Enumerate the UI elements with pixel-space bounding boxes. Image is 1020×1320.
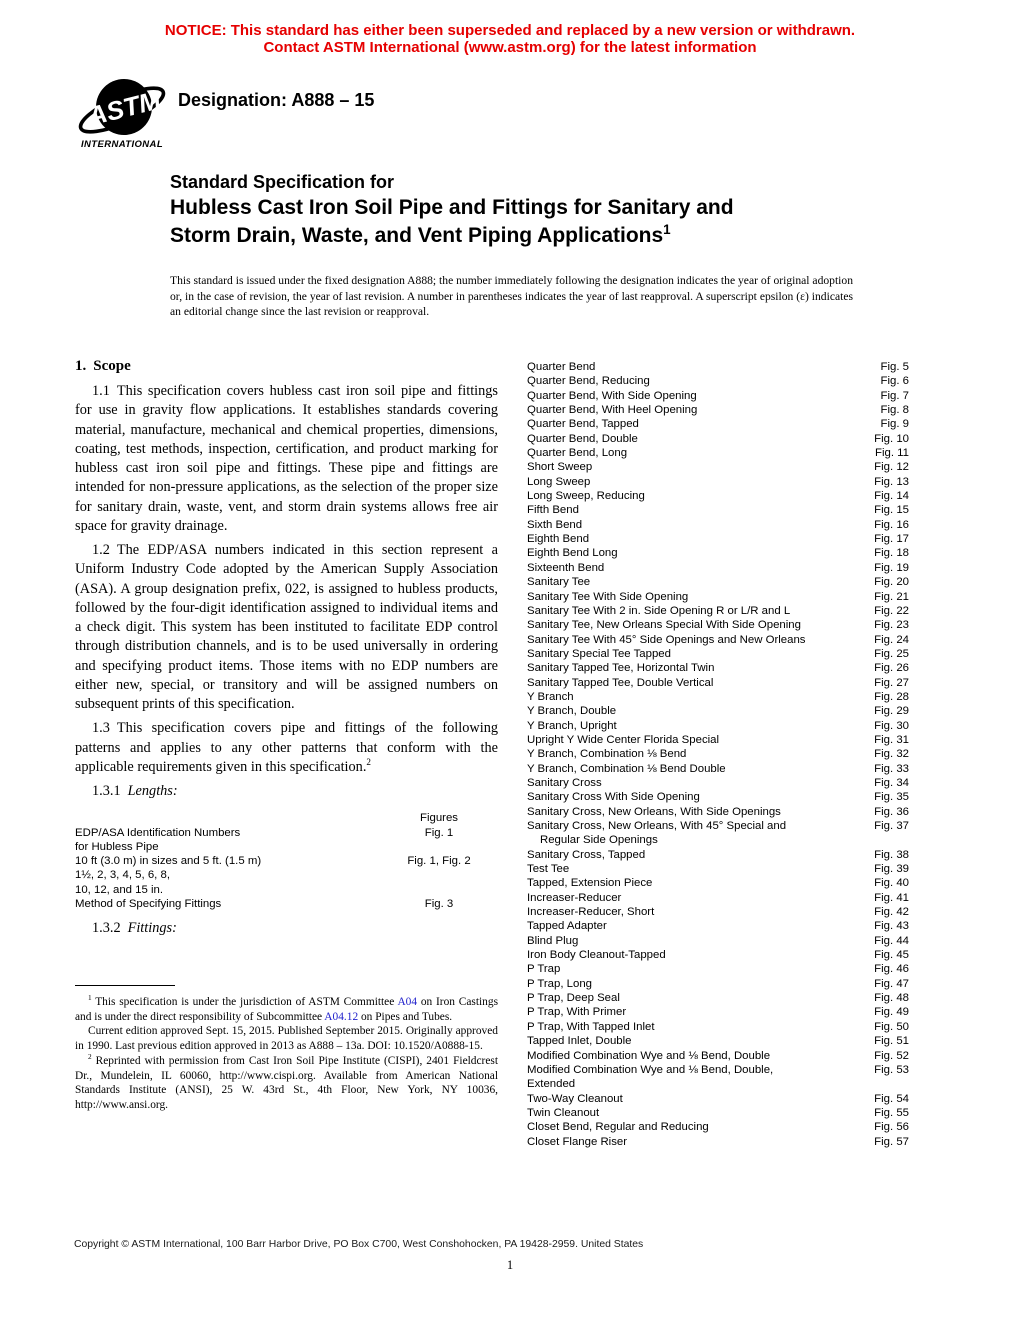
figure-list-item — [527, 876, 909, 890]
figure-list-item — [527, 962, 909, 976]
page-number: 1 — [506, 1258, 514, 1272]
title-line2: Hubless Cast Iron Soil Pipe and Fittings for Sanitary and — [170, 196, 734, 219]
figure-item-label: Twin Cleanout — [527, 1106, 600, 1119]
figure-item-number: Fig. 48 — [874, 992, 909, 1005]
figure-item-label: Quarter Bend, Double — [527, 432, 638, 445]
left-column — [75, 358, 498, 941]
scope-heading: 1. Scope — [75, 358, 131, 374]
figure-item-number: Fig. 32 — [874, 748, 909, 761]
figure-item-label: Sanitary Tee With 2 in. Side Opening R or L/R and L — [527, 604, 791, 617]
figure-item-label: Regular Side Openings — [540, 834, 658, 847]
figures-list — [527, 360, 909, 1149]
figure-item-label: Long Sweep — [527, 475, 591, 488]
figure-list-item — [527, 1020, 909, 1034]
notice-line1: NOTICE: This standard has either been superseded and replaced by a new version or withdrawn. — [164, 22, 856, 39]
figure-item-label: P Trap, Deep Seal — [527, 992, 620, 1005]
figure-list-item-continuation — [527, 833, 909, 847]
heading-1-3-2: 1.3.2 Fittings: — [92, 920, 177, 937]
figure-list-item — [527, 604, 909, 618]
figure-list-item — [527, 417, 909, 431]
figure-item-label: Two-Way Cleanout — [527, 1092, 623, 1105]
figure-item-label: Quarter Bend, With Side Opening — [527, 389, 697, 402]
figure-list-item — [527, 776, 909, 790]
lengths-row-figure: Fig. 3 — [424, 898, 454, 911]
figure-item-number: Fig. 39 — [874, 863, 909, 876]
figure-item-number: Fig. 26 — [874, 662, 909, 675]
figure-item-label: P Trap, Long — [527, 977, 593, 990]
figure-list-item — [527, 977, 909, 991]
astm-globe-icon — [74, 76, 170, 142]
figure-item-label: Y Branch, Double — [527, 705, 617, 718]
figure-list-item — [527, 934, 909, 948]
figure-item-number: Fig. 30 — [874, 719, 909, 732]
figure-item-label: Tapped Inlet, Double — [527, 1035, 632, 1048]
figure-list-item — [527, 1135, 909, 1149]
figure-item-label: Tapped, Extension Piece — [527, 877, 653, 890]
figure-list-item — [527, 1106, 909, 1120]
figure-list-item — [527, 374, 909, 388]
figure-item-number: Fig. 57 — [874, 1135, 909, 1148]
figure-list-item — [527, 403, 909, 417]
figure-item-label: Sanitary Tee — [527, 576, 591, 589]
figure-item-label: P Trap, With Primer — [527, 1006, 627, 1019]
figure-item-number: Fig. 49 — [874, 1006, 909, 1019]
lengths-table-row — [75, 826, 498, 855]
notice-line2: Contact ASTM International (www.astm.org) for the latest information — [263, 39, 757, 56]
figure-list-item — [527, 389, 909, 403]
figure-item-number: Fig. 35 — [874, 791, 909, 804]
issued-statement: This standard is issued under the fixed designation A888; the number immediately following the designation indicates the year of original adoption or, in the case of revision, the year of last revision. A number in parentheses indicates the year of last reapproval. A superscript epsilon (ε) indicates an editorial change since the last revision or reapproval. — [170, 274, 853, 319]
footnote-1: $^1$ This specification is under the jurisdiction of ASTM Committee A04 on Iron Castings and is under the direct responsibility of Subcommittee A04.12 on Pipes and Tubes. — [75, 994, 499, 1023]
figure-item-label: Sanitary Cross With Side Opening — [527, 791, 700, 804]
lengths-row-figure: Fig. 1, Fig. 2 — [407, 855, 471, 868]
lengths-table-row — [75, 897, 498, 911]
figure-list-item — [527, 546, 909, 560]
figure-item-number: Fig. 44 — [874, 934, 909, 947]
figure-list-item — [527, 518, 909, 532]
figure-item-number: Fig. 52 — [874, 1049, 909, 1062]
figure-item-number: Fig. 20 — [874, 576, 909, 589]
figure-list-item — [527, 432, 909, 446]
figure-item-label: Sanitary Tee With 45° Side Openings and New Orleans — [527, 633, 806, 646]
figure-item-label: Tapped Adapter — [527, 920, 607, 933]
figure-list-item — [527, 532, 909, 546]
figure-item-number: Fig. 17 — [874, 533, 909, 546]
footnote-2: $^2$ Reprinted with permission from Cast Iron Soil Pipe Institute (CISPI), 2401 Fieldcrest Dr., Mundelein, IL 60060, http://www.cispi.org. Available from American National Standards Institute (ANSI), 25 W. 43rd St., 4th Floor, New York, NY 10036, http://www.ansi.org. — [75, 1053, 498, 1111]
paragraph-1-2: 1.2 The EDP/ASA numbers indicated in this section represent a Uniform Industry Code adopted by the American Supply Association (ASA). A group designation prefix, 022, is assigned to hubless products, followed by the four-digit identification assigned to individual items and a check digit. This system has been instituted to facilitate EDP control through distribution channels, and is to be used universally in ordering and specifying product items. Those items with no EDP numbers are either new, special, or transitory and will be assigned numbers on subsequent prints of this specification. — [75, 542, 498, 712]
figure-list-item — [527, 1063, 909, 1077]
figure-list-item — [527, 948, 909, 962]
figure-item-label: Modified Combination Wye and ⅛ Bend, Double — [527, 1049, 771, 1062]
lengths-row-line: 1½, 2, 3, 4, 5, 6, 8, — [75, 869, 170, 882]
lengths-row-lines — [75, 854, 380, 897]
figure-item-number: Fig. 14 — [874, 490, 909, 503]
figure-list-item — [527, 919, 909, 933]
figure-item-label: Sanitary Cross, Tapped — [527, 848, 646, 861]
footnote-rule — [75, 985, 175, 986]
lengths-row-lines — [75, 826, 380, 855]
lengths-row-line: 10 ft (3.0 m) in sizes and 5 ft. (1.5 m) — [75, 855, 262, 868]
figure-list-item — [527, 561, 909, 575]
figure-item-number: Fig. 7 — [880, 389, 909, 402]
figure-item-number: Fig. 28 — [874, 690, 909, 703]
figure-item-label: P Trap — [527, 963, 561, 976]
figure-item-label: Quarter Bend, Long — [527, 447, 628, 460]
figure-item-number: Fig. 24 — [874, 633, 909, 646]
figure-list-item — [527, 590, 909, 604]
figure-list-item — [527, 805, 909, 819]
figure-list-item — [527, 762, 909, 776]
lengths-row-figure: Fig. 1 — [424, 826, 454, 839]
figure-item-label: Sanitary Cross, New Orleans, With Side Openings — [527, 805, 781, 818]
figure-list-item — [527, 719, 909, 733]
lengths-table-row — [75, 854, 498, 897]
figure-item-number: Fig. 15 — [874, 504, 909, 517]
figure-item-number: Fig. 50 — [874, 1020, 909, 1033]
figure-item-label: Iron Body Cleanout-Tapped — [527, 949, 666, 962]
figure-item-label: Sanitary Cross — [527, 776, 602, 789]
figure-item-label: Blind Plug — [527, 934, 579, 947]
figure-list-item — [527, 1034, 909, 1048]
figure-list-item — [527, 575, 909, 589]
figure-item-number: Fig. 38 — [874, 848, 909, 861]
figure-item-number: Fig. 12 — [874, 461, 909, 474]
figure-item-number: Fig. 27 — [874, 676, 909, 689]
figure-item-number: Fig. 51 — [874, 1035, 909, 1048]
logo-acronym: ASTM — [84, 84, 164, 132]
figure-item-label: Quarter Bend — [527, 361, 596, 373]
heading-1-3-1: 1.3.1 Lengths: — [92, 783, 178, 799]
lengths-row-line: for Hubless Pipe — [75, 840, 159, 853]
figure-list-item — [527, 862, 909, 876]
figures-column-header: Figures — [420, 812, 458, 825]
figure-list-item — [527, 618, 909, 632]
figure-list-item — [527, 690, 909, 704]
figure-list-item — [527, 891, 909, 905]
paragraph-1-1: 1.1 This specification covers hubless cast iron soil pipe and fittings for use in gravity flow applications. It establishes standards covering material, manufacture, mechanical and chemical properties, dimensions, coating, test methods, inspection, certification, and product marking for hubless cast iron soil pipe and fittings. These pipe and fittings are intended for non-pressure applications, as the selection of the proper size for sanitary drain, waste, vent, and storm drain systems allows free air space for gravity drainage. — [75, 383, 498, 534]
lengths-row-lines — [75, 897, 380, 911]
figure-list-item — [527, 747, 909, 761]
footnotes — [75, 985, 498, 1113]
astm-logo — [70, 76, 174, 150]
figure-list-item — [527, 1092, 909, 1106]
figure-item-number: Fig. 40 — [874, 877, 909, 890]
figure-item-number: Fig. 34 — [874, 776, 909, 789]
figure-item-label: Sixth Bend — [527, 518, 583, 531]
copyright-line: Copyright © ASTM International, 100 Barr Harbor Drive, PO Box C700, West Conshohocken, PA 19428-2959. United States — [74, 1239, 644, 1250]
figure-list-item — [527, 489, 909, 503]
figure-item-number: Fig. 36 — [874, 805, 909, 818]
figure-item-label: Modified Combination Wye and ⅛ Bend, Double, — [527, 1063, 774, 1076]
figure-item-label: Sanitary Tee With Side Opening — [527, 590, 689, 603]
lengths-row-line: Method of Specifying Fittings — [75, 898, 222, 911]
figure-item-number: Fig. 53 — [874, 1063, 909, 1076]
figure-item-label: P Trap, With Tapped Inlet — [527, 1020, 655, 1033]
paragraph-1-3: 1.3 This specification covers pipe and fittings of the following patterns and applies to any other patterns that conform with the applicable requirements given in this specification.$^2$ — [75, 720, 498, 775]
figure-item-label: Y Branch, Combination ⅛ Bend Double — [527, 762, 726, 775]
figure-item-number: Fig. 13 — [874, 475, 909, 488]
figure-item-label: Eighth Bend — [527, 533, 590, 546]
figure-item-label: Sixteenth Bend — [527, 561, 605, 574]
figure-item-label: Y Branch, Upright — [527, 719, 617, 732]
figure-list-item — [527, 819, 909, 833]
figure-item-label: Increaser-Reducer — [527, 891, 622, 904]
figure-item-label: Quarter Bend, Tapped — [527, 418, 639, 431]
figure-item-number: Fig. 47 — [874, 977, 909, 990]
figure-item-number: Fig. 46 — [874, 963, 909, 976]
figure-item-number: Fig. 6 — [880, 375, 909, 388]
figure-item-number: Fig. 19 — [874, 561, 909, 574]
figure-item-number: Fig. 11 — [875, 447, 909, 460]
designation: Designation: A888 – 15 — [178, 90, 375, 110]
footnote-link[interactable]: A04 — [397, 996, 418, 1008]
figure-item-label: Sanitary Tapped Tee, Double Vertical — [527, 676, 714, 689]
figure-list-item — [527, 647, 909, 661]
figure-item-label: Test Tee — [527, 863, 570, 876]
figure-item-number: Fig. 33 — [874, 762, 909, 775]
figure-list-item — [527, 460, 909, 474]
figure-item-number: Fig. 56 — [874, 1121, 909, 1134]
figure-list-item — [527, 676, 909, 690]
figure-item-number: Fig. 29 — [874, 705, 909, 718]
figure-list-item — [527, 704, 909, 718]
figure-list-item — [527, 661, 909, 675]
figure-item-number: Fig. 8 — [880, 404, 909, 417]
figure-item-label: Y Branch — [527, 690, 574, 703]
lengths-table — [75, 811, 498, 911]
figure-list-item — [527, 503, 909, 517]
figure-item-label: Quarter Bend, Reducing — [527, 375, 650, 388]
figure-item-number: Fig. 16 — [874, 518, 909, 531]
figure-item-number: Fig. 43 — [874, 920, 909, 933]
figure-item-number: Fig. 22 — [874, 604, 909, 617]
figure-list-item — [527, 360, 909, 374]
lengths-header-row — [75, 811, 498, 825]
footnote-link[interactable]: A04.12 — [324, 1010, 359, 1023]
title-footnote-marker: 1 — [663, 221, 671, 237]
figure-item-label: Short Sweep — [527, 461, 593, 474]
figure-item-number: Fig. 45 — [874, 949, 909, 962]
footnote-edition: Current edition approved Sept. 15, 2015. Published September 2015. Originally approved in 1990. Last previous edition approved in 2013 as A888 – 13a. DOI: 10.1520/A0888-15. — [75, 1025, 498, 1053]
figure-item-number: Fig. 41 — [874, 891, 909, 904]
figure-item-label: Sanitary Tee, New Orleans Special With Side Opening — [527, 619, 801, 632]
figure-item-label: Closet Flange Riser — [527, 1135, 628, 1148]
figure-item-label: Y Branch, Combination ⅛ Bend — [527, 748, 687, 761]
figure-list-item — [527, 633, 909, 647]
figure-item-number: Fig. 31 — [874, 733, 909, 746]
figure-item-label: Long Sweep, Reducing — [527, 490, 645, 503]
lengths-header-spacer — [75, 811, 380, 825]
figure-item-number: Fig. 21 — [874, 590, 909, 603]
figure-item-label: Sanitary Cross, New Orleans, With 45° Special and — [527, 820, 787, 832]
figure-item-number: Fig. 54 — [874, 1092, 909, 1105]
figure-item-label: Sanitary Tapped Tee, Horizontal Twin — [527, 662, 715, 675]
figure-item-label: Upright Y Wide Center Florida Special — [527, 733, 720, 746]
figure-list-item — [527, 790, 909, 804]
figure-item-number: Fig. 37 — [874, 820, 909, 832]
title-line3-text: Storm Drain, Waste, and Vent Piping Applications — [170, 223, 664, 247]
figure-item-number: Fig. 23 — [874, 619, 909, 632]
figure-item-number: Fig. 9 — [880, 418, 909, 431]
title-line1: Standard Specification for — [170, 172, 395, 192]
figure-item-number: Fig. 55 — [874, 1106, 909, 1119]
figure-item-number: Fig. 5 — [880, 361, 909, 373]
lengths-row-line: EDP/ASA Identification Numbers — [75, 826, 241, 839]
figure-item-number: Fig. 18 — [874, 547, 909, 560]
figure-list-item — [527, 1005, 909, 1019]
figure-list-item — [527, 991, 909, 1005]
figure-list-item — [527, 446, 909, 460]
lengths-rows — [75, 826, 498, 912]
figure-list-item — [527, 905, 909, 919]
figure-item-label: Extended — [527, 1078, 576, 1091]
figure-list-item — [527, 1120, 909, 1134]
figure-list-item — [527, 475, 909, 489]
figure-list-item — [527, 733, 909, 747]
logo-subtitle: INTERNATIONAL — [80, 139, 164, 150]
figure-item-label: Fifth Bend — [527, 504, 579, 517]
figure-item-label: Closet Bend, Regular and Reducing — [527, 1121, 709, 1134]
figure-list-item-continuation — [527, 1077, 909, 1091]
figure-item-number: Fig. 42 — [874, 906, 909, 919]
document-title — [170, 170, 890, 249]
title-line3 — [170, 222, 890, 250]
figure-item-label: Increaser-Reducer, Short — [527, 906, 655, 919]
figure-item-number: Fig. 25 — [874, 647, 909, 660]
figure-item-label: Quarter Bend, With Heel Opening — [527, 404, 698, 417]
figure-list-item — [527, 848, 909, 862]
lengths-row-line: 10, 12, and 15 in. — [75, 883, 164, 896]
figure-item-label: Sanitary Special Tee Tapped — [527, 647, 671, 660]
figure-item-number: Fig. 10 — [874, 432, 909, 445]
figure-list-item — [527, 1049, 909, 1063]
figure-item-label: Eighth Bend Long — [527, 547, 618, 560]
notice-banner — [0, 22, 1020, 56]
